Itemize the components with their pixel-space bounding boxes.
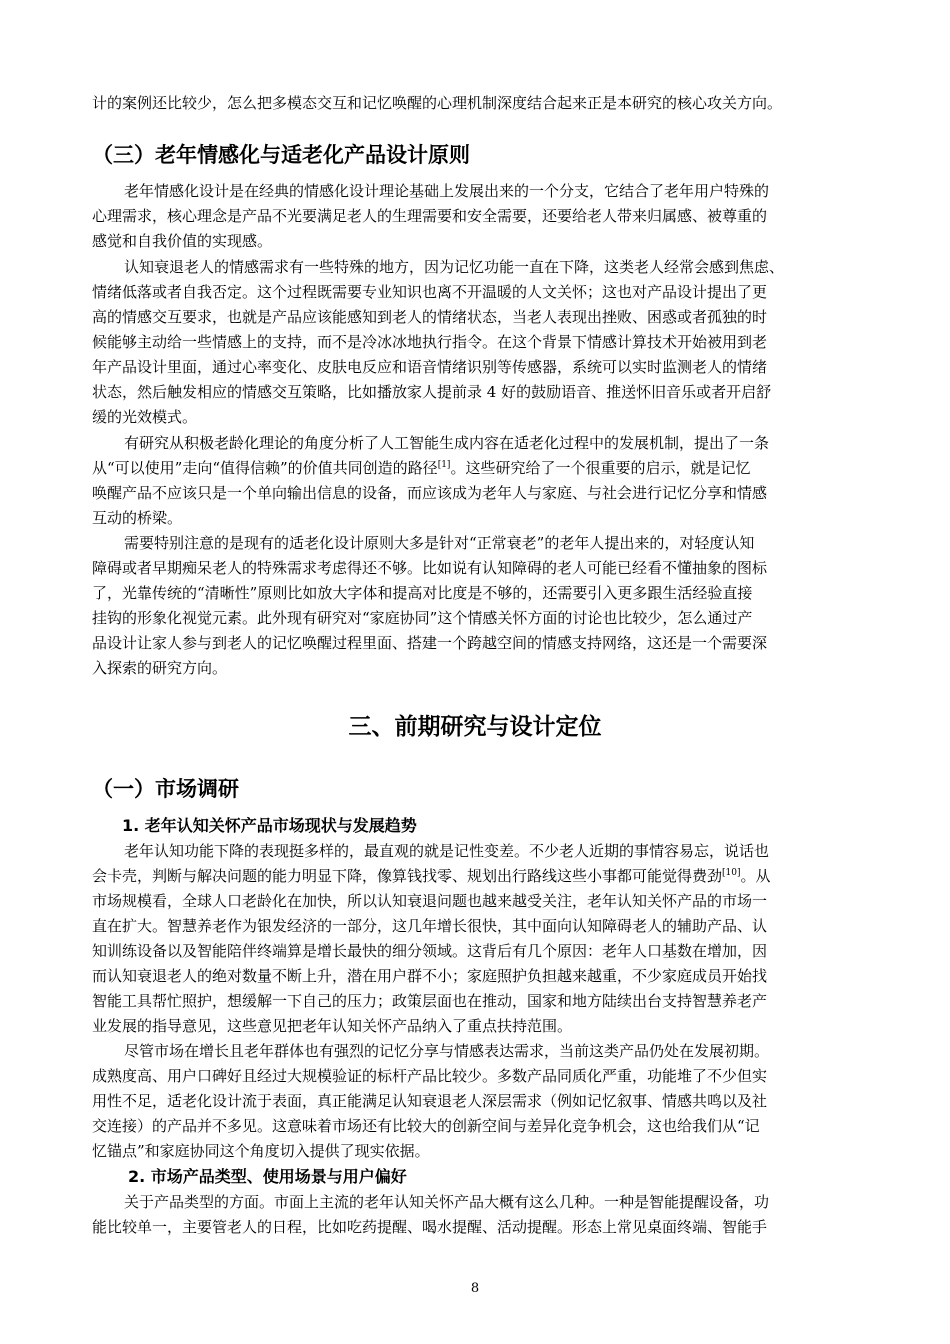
text-line: 能比较单一，主要管老人的日程，比如吃药提醒、喝水提醒、活动提醒。形态上常见桌面终端、智能手 [92,1218,768,1236]
page-number: 8 [470,1281,480,1296]
text-line: 唤醒产品不应该只是一个单向输出信息的设备，而应该成为老年人与家庭、与社会进行记忆分享和情感 [92,484,768,502]
subsection-heading: 1. 老年认知关怀产品市场现状与发展趋势 [122,816,417,835]
text-line: 业发展的指导意见，这些意见把老年认知关怀产品纳入了重点扶持范围。 [92,1017,573,1035]
text-line: 障碍或者早期痴呆老人的特殊需求考虑得还不够。比如说有认知障碍的老人可能已经看不懂抽象的图标 [92,559,768,577]
citation: [1] [437,460,451,470]
text-line: 了，光靠传统的“清晰性”原则比如放大字体和提高对比度是不够的，还需要引入更多跟生活经验直接 [92,584,753,602]
text-span: 。从 [740,867,771,885]
text-line: 交连接）的产品并不多见。这意味着市场还有比较大的创新空间与差异化竞争机会，这也给我们从“记 [92,1117,760,1135]
text-line: 知训练设备以及智能陪伴终端算是增长最快的细分领域。这背后有几个原因：老年人口基数在增加，因 [92,942,768,960]
text-line [92,457,862,479]
citation: [10] [722,868,741,878]
text-line: 情绪低落或者自我否定。这个过程既需要专业知识也离不开温暖的人文关怀；这也对产品设计提出了更 [92,283,768,301]
text-line: 候能够主动给一些情感上的支持，而不是冷冰冰地执行指令。在这个背景下情感计算技术开始被用到老 [92,333,768,351]
text-line: 认知衰退老人的情感需求有一些特殊的地方，因为记忆功能一直在下降，这类老人经常会感到焦虑、 [124,258,785,276]
text-line: 关于产品类型的方面。市面上主流的老年认知关怀产品大概有这么几种。一种是智能提醒设备，功 [124,1193,770,1211]
text-span: 。这些研究给了一个很重要的启示，就是记忆 [450,459,751,477]
text-line: 挂钩的形象化视觉元素。此外现有研究对“家庭协同”这个情感关怀方面的讨论也比较少，怎么通过产 [92,609,753,627]
text-line: 成熟度高、用户口碑好且经过大规模验证的标杆产品比较少。多数产品同质化严重，功能堆了不少但实 [92,1067,768,1085]
text-line: 缓的光效模式。 [92,408,198,426]
text-line: 互动的桥梁。 [92,509,183,527]
text-line: 入探索的研究方向。 [92,659,228,677]
chapter-heading: 三、前期研究与设计定位 [348,714,602,740]
text-span: 会卡壳，判断与解决问题的能力明显下降，像算钱找零、规划出行路线这些小事都可能觉得费劲 [92,867,723,885]
section-heading: （一）市场调研 [92,777,239,801]
subsection-heading: 2. 市场产品类型、使用场景与用户偏好 [128,1167,407,1186]
text-line: 市场规模看，全球人口老龄化在加快，所以认知衰退问题也越来越受关注，老年认知关怀产品的市场一 [92,892,768,910]
text-line: 年产品设计里面，通过心率变化、皮肤电反应和语音情绪识别等传感器，系统可以实时监测老人的情绪 [92,358,768,376]
text-line: 老年认知功能下降的表现挺多样的，最直观的就是记性变差。不少老人近期的事情容易忘，说话也 [124,842,770,860]
text-line: 忆锚点”和家庭协同这个角度切入提供了现实依据。 [92,1142,430,1160]
text-line: 需要特别注意的是现有的适老化设计原则大多是针对“正常衰老”的老年人提出来的，对轻度认知 [124,534,755,552]
text-line [92,865,862,887]
text-line: 状态，然后触发相应的情感交互策略，比如播放家人提前录 4 好的鼓励语音、推送怀旧音乐或者开启舒 [92,383,772,401]
text-line: 而认知衰退老人的绝对数量不断上升，潜在用户群不小；家庭照护负担越来越重，不少家庭成员开始找 [92,967,768,985]
text-line: 直在扩大。智慧养老作为银发经济的一部分，这几年增长很快，其中面向认知障碍老人的辅助产品、认 [92,917,768,935]
text-line: 尽管市场在增长且老年群体也有强烈的记忆分享与情感表达需求，当前这类产品仍处在发展初期。 [124,1042,770,1060]
text-span: 从“可以使用”走向“值得信赖”的价值共同创造的路径 [92,459,438,477]
text-line: 有研究从积极老龄化理论的角度分析了人工智能生成内容在适老化过程中的发展机制，提出了一条 [124,434,770,452]
text-line: 智能工具帮忙照护，想缓解一下自己的压力；政策层面也在推动，国家和地方陆续出台支持智慧养老产 [92,992,768,1010]
text-line: 心理需求，核心理念是产品不光要满足老人的生理需要和安全需要，还要给老人带来归属感、被尊重的 [92,207,768,225]
text-line: 老年情感化设计是在经典的情感化设计理论基础上发展出来的一个分支，它结合了老年用户特殊的 [124,182,770,200]
text-line: 高的情感交互要求，也就是产品应该能感知到老人的情绪状态，当老人表现出挫败、困惑或者孤独的时 [92,308,768,326]
text-line: 感觉和自我价值的实现感。 [92,232,273,250]
text-line: 品设计让家人参与到老人的记忆唤醒过程里面、搭建一个跨越空间的情感支持网络，这还是一个需要深 [92,634,768,652]
text-line: 用性不足，适老化设计流于表面，真正能满足认知衰退老人深层需求（例如记忆叙事、情感共鸣以及社 [92,1092,768,1110]
section-heading: （三）老年情感化与适老化产品设计原则 [92,143,470,167]
text-line: 计的案例还比较少，怎么把多模态交互和记忆唤醒的心理机制深度结合起来正是本研究的核心攻关方向。 [92,94,783,112]
